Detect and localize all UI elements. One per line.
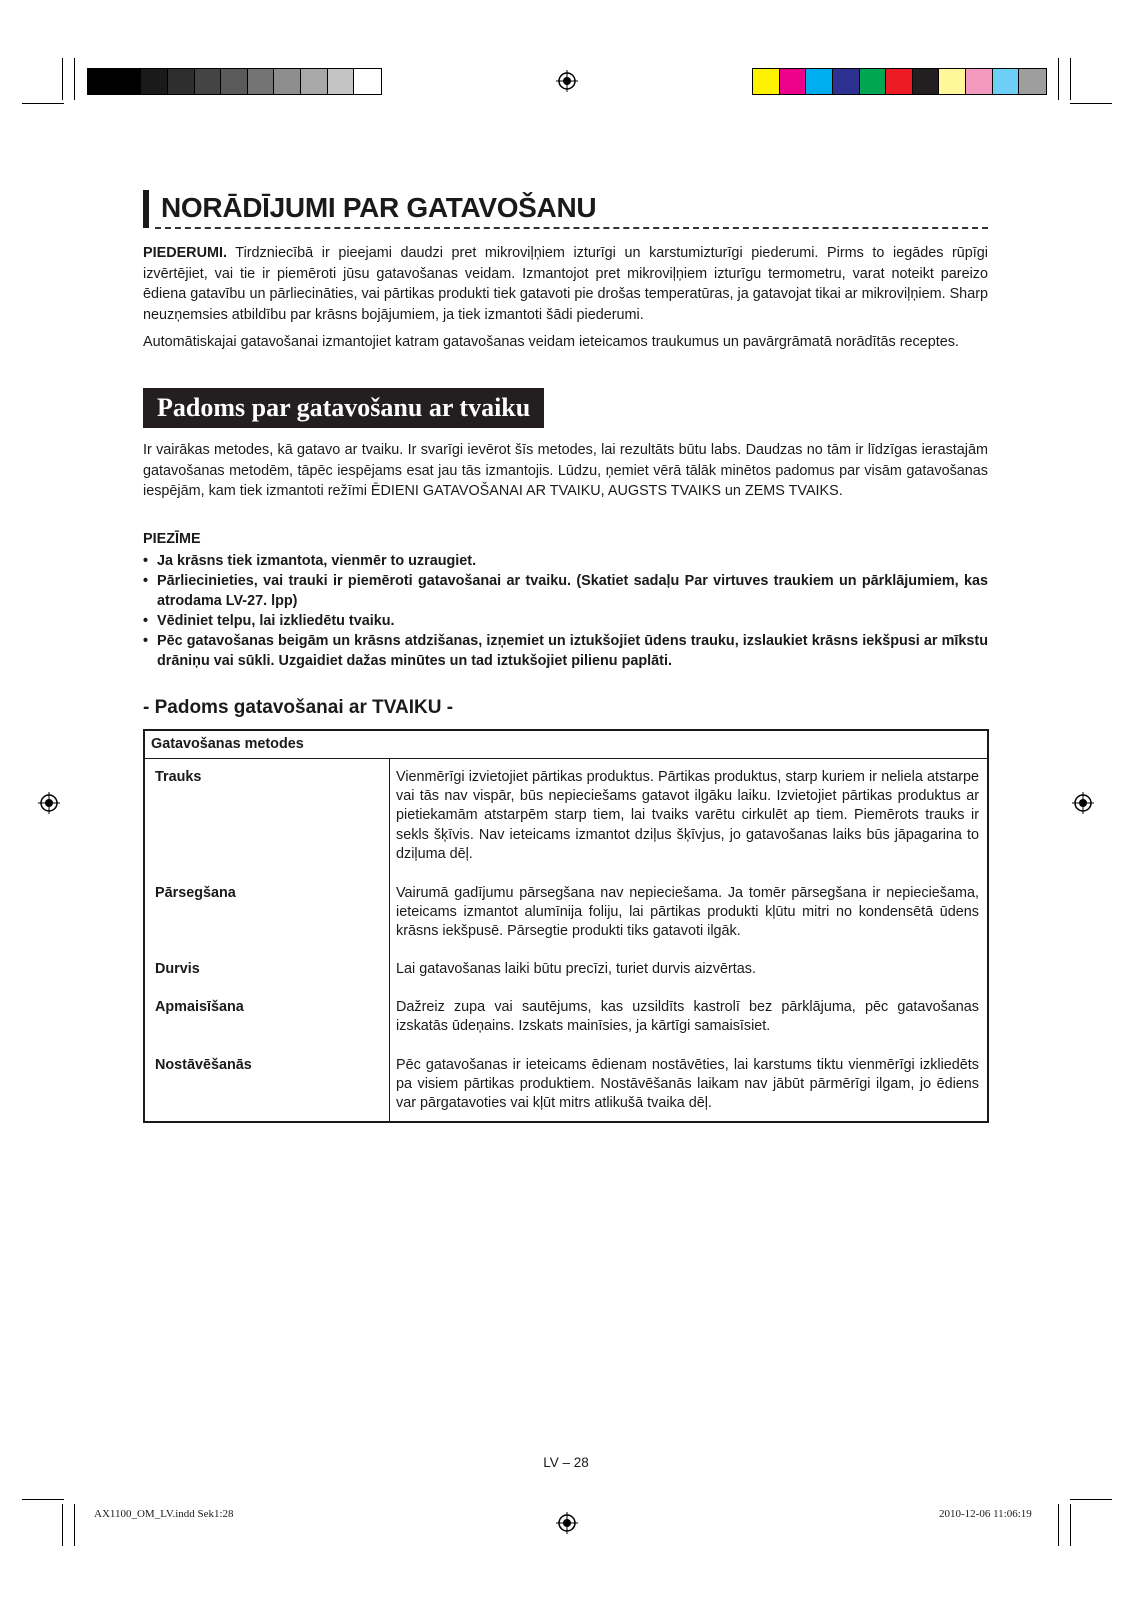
note-item: • Pārliecinieties, vai trauki ir piemēroti gatavošanai ar tvaiku. (Skatiet sadaļu Par virtuves traukiem un pārklājumiem, kas atrodama LV-27. lpp) <box>143 571 988 611</box>
color-swatch <box>248 69 275 94</box>
color-swatch <box>860 69 887 94</box>
color-swatch <box>115 69 142 94</box>
color-swatch <box>354 69 381 94</box>
heading-accent-bar <box>143 190 149 228</box>
accessories-text: Tirdzniecībā ir pieejami daudzi pret mikroviļņiem izturīgi un karstumizturīgi piederumi. Pirms to iegādes rūpīgi izvērtējiet, vai tie ir piemēroti jūsu gatavošanas veidam. Izmantojot pret mikroviļņiem izturīgu termometru, varat noteikt pareizo ēdiena gatavību un pārliecināties, vai pārtikas produkti tiek gatavoti pie drošas temperatūras, ja gatavojat tikai ar mikroviļņiem. Sharp neuzņemsies atbildību par krāsns bojājumiem, ja tiek izmantoti šādi piederumi. <box>143 245 988 323</box>
color-swatch <box>886 69 913 94</box>
steam-tips-banner: Padoms par gatavošanu ar tvaiku <box>143 388 544 428</box>
table-row-label: Trauks <box>155 769 202 785</box>
color-swatch <box>274 69 301 94</box>
process-color-bar <box>752 68 1047 95</box>
heading-title: NORĀDĪJUMI PAR GATAVOŠANU <box>161 192 597 223</box>
color-swatch <box>195 69 222 94</box>
cooking-methods-table <box>143 729 989 1123</box>
registration-mark-icon <box>1072 792 1094 814</box>
color-swatch <box>753 69 780 94</box>
color-swatch <box>88 69 115 94</box>
color-swatch <box>780 69 807 94</box>
table-column-divider <box>389 758 390 1121</box>
color-swatch <box>141 69 168 94</box>
color-swatch <box>806 69 833 94</box>
accessories-paragraph <box>143 243 988 325</box>
color-swatch <box>833 69 860 94</box>
table-row-text: Pēc gatavošanas ir ieteicams ēdienam nostāvēties, lai karstums tiktu vienmērīgi izkliedēts pa visiem pārtikas produktiem. Nostāvēšanās laikam nav jābūt pārmērīgi ilgam, jo ēdiens var pārgatavoties vai kļūt mitrs atlikušā tvaika dēļ. <box>396 1057 979 1112</box>
color-swatch <box>328 69 355 94</box>
footer-timestamp: 2010-12-06 11:06:19 <box>939 1508 1032 1520</box>
table-row-text: Dažreiz zupa vai sautējums, kas uzsildīts kastrolī bez pārklājuma, pēc gatavošanas izskatās ūdeņains. Izskats mainīsies, ja kārtīgi samaisīsiet. <box>396 999 979 1035</box>
accessories-label: PIEDERUMI. <box>143 245 227 261</box>
table-row-label: Apmaisīšana <box>155 999 244 1015</box>
registration-mark-icon <box>38 792 60 814</box>
color-swatch <box>301 69 328 94</box>
color-swatch <box>1019 69 1046 94</box>
registration-mark-icon <box>556 1512 578 1534</box>
color-swatch <box>966 69 993 94</box>
color-swatch <box>913 69 940 94</box>
note-list <box>143 551 988 671</box>
table-row-label: Durvis <box>155 961 200 977</box>
note-item: • Pēc gatavošanas beigām un krāsns atdzišanas, izņemiet un iztukšojiet ūdens trauku, izslaukiet krāsns iekšpusi ar mīkstu drāniņu vai sūkli. Uzgaidiet dažas minūtes un tad iztukšojiet pilienu paplāti. <box>143 631 988 671</box>
color-swatch <box>221 69 248 94</box>
footer-file-name: AX1100_OM_LV.indd Sek1:28 <box>94 1508 234 1520</box>
note-title: PIEZĪME <box>143 531 201 547</box>
table-row-text: Vienmērīgi izvietojiet pārtikas produktus. Pārtikas produktus, starp kuriem ir neliela atstarpe vai tās nav vispār, būs nepieciešams gatavot ilgāku laiku. Izvietojiet pārtikas produktus ar pietiekamām atstarpēm starp tiem, lai tvaiks varētu cirkulēt ap tiem. Piemērots trauks ir sekls šķīvis. Nav ieteicams izmantot dziļus šķīvjus, jo gatavošanas laiks būs jāpagarina to dziļuma dēļ. <box>396 769 979 862</box>
page-heading <box>143 190 988 230</box>
steam-intro-paragraph: Ir vairākas metodes, kā gatavo ar tvaiku. Ir svarīgi ievērot šīs metodes, lai rezultāts būtu labs. Daudzas no tām ir līdzīgas ierastajām gatavošanas metodēm, tāpēc iespējams esat jau tās izmantojis. Lūdzu, ņemiet vērā tālāk minētos padomus par visām gatavošanas iespējām, kam tiek izmantoti režīmi ĒDIENI GATAVOŠANAI AR TVAIKU, AUGSTS TVAIKS un ZEMS TVAIKS. <box>143 442 988 499</box>
color-swatch <box>939 69 966 94</box>
auto-cooking-paragraph: Automātiskajai gatavošanai izmantojiet katram gatavošanas veidam ieteicamos traukumus un pavārgrāmatā norādītās receptes. <box>143 334 959 350</box>
color-swatch <box>168 69 195 94</box>
heading-dashed-rule <box>155 227 988 229</box>
grayscale-color-bar <box>87 68 382 95</box>
table-header: Gatavošanas metodes <box>145 731 987 759</box>
table-row-label: Pārsegšana <box>155 885 236 901</box>
registration-mark-icon <box>556 70 578 92</box>
table-row-text: Vairumā gadījumu pārsegšana nav nepieciešama. Ja tomēr pārsegšana ir nepieciešama, ieteicams izmantot alumīnija foliju, lai pārtikas produkti kļūtu mitri no kondensētā ūdens krāsns iekšpusē. Pārsegtie produkti tiks gatavoti ilgāk. <box>396 885 979 940</box>
steam-tips-subheading: - Padoms gatavošanai ar TVAIKU - <box>143 697 454 718</box>
note-item: • Vēdiniet telpu, lai izkliedētu tvaiku. <box>143 611 988 631</box>
table-row-text: Lai gatavošanas laiki būtu precīzi, turiet durvis aizvērtas. <box>396 961 756 977</box>
page-number: LV – 28 <box>543 1455 589 1470</box>
table-row-label: Nostāvēšanās <box>155 1057 252 1073</box>
color-swatch <box>993 69 1020 94</box>
note-item: • Ja krāsns tiek izmantota, vienmēr to uzraugiet. <box>143 551 988 571</box>
